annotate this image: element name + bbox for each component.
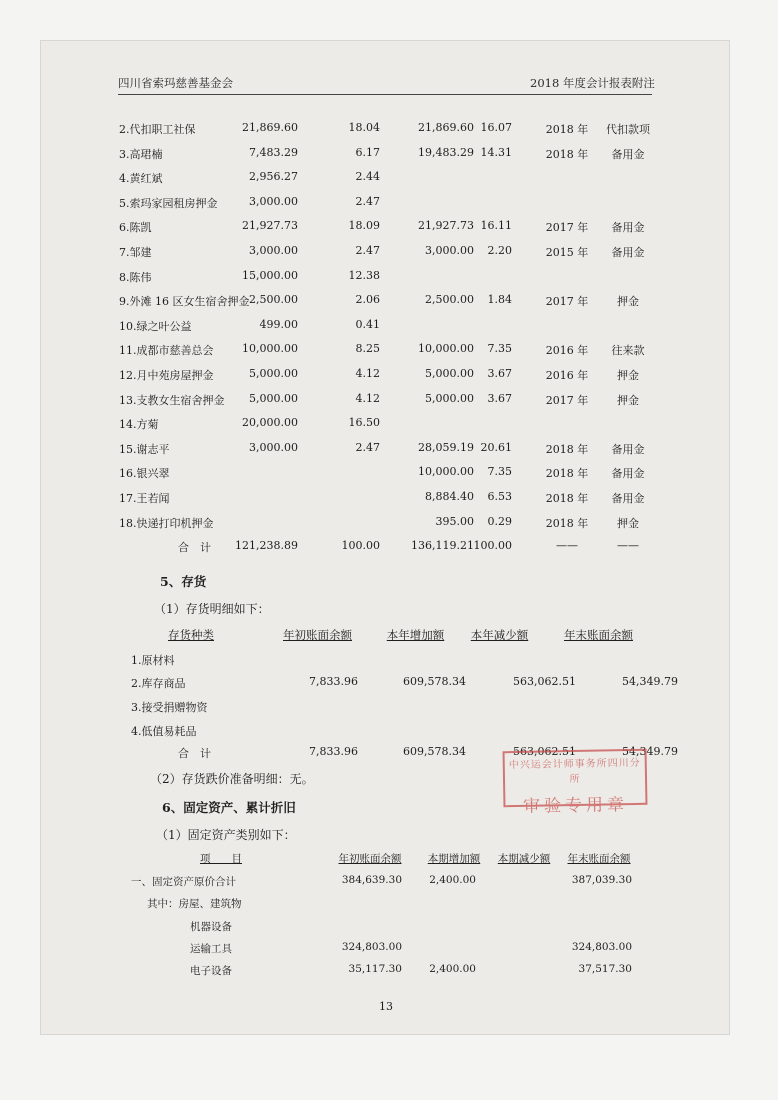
inventory-row-minus: 563,062.51	[513, 675, 576, 688]
receivable-begin-balance: 2,500.00	[249, 293, 298, 307]
receivable-end-percent: 20.61	[480, 440, 512, 454]
receivable-end-percent: 14.31	[480, 145, 512, 159]
fixed-asset-row-end: 324,803.00	[571, 941, 632, 953]
receivable-end-percent: 3.67	[487, 367, 512, 380]
receivable-year: 2016 年	[545, 369, 589, 382]
receivable-name: 11.成都市慈善总会	[119, 344, 214, 358]
receivable-year: 2018 年	[545, 516, 589, 530]
receivable-end-percent: 16.11	[480, 219, 512, 233]
receivable-name: 8.陈伟	[119, 270, 152, 284]
receivable-begin-percent: 2.47	[355, 194, 380, 208]
receivable-end-balance: 395.00	[435, 514, 474, 528]
receivable-end-percent: 7.35	[487, 465, 512, 479]
receivable-end-balance: 10,000.00	[418, 465, 474, 479]
receivable-end-balance: 8,884.40	[425, 490, 474, 503]
fixed-asset-row-begin: 35,117.30	[348, 963, 402, 975]
inventory-header-1: 年初账面余额	[283, 628, 352, 642]
receivable-begin-balance: 21,869.60	[242, 121, 298, 134]
receivable-year: 2018 年	[545, 442, 589, 456]
receivable-begin-percent: 12.38	[348, 268, 380, 282]
receivable-nature: 备用金	[611, 492, 645, 505]
fixed-asset-row-begin: 384,639.30	[341, 874, 402, 886]
receivable-nature: 往来款	[611, 344, 645, 358]
header-rule	[118, 94, 652, 95]
receivable-begin-balance: 21,927.73	[242, 219, 298, 233]
receivable-end-balance: 19,483.29	[418, 145, 474, 159]
receivable-end-percent: 3.67	[487, 391, 512, 405]
inventory-header-3: 本年减少额	[470, 628, 529, 642]
receivable-nature: 押金	[617, 516, 639, 530]
receivable-begin-percent: 4.12	[355, 391, 380, 405]
inventory-row-name: 1.原材料	[131, 654, 175, 667]
receivable-name: 4.黄红斌	[119, 172, 163, 186]
receivable-total-begin: 121,238.89	[235, 539, 298, 553]
fixed-asset-header-2: 本期增加额	[427, 853, 481, 865]
fixed-asset-row-add: 2,400.00	[429, 963, 476, 975]
receivable-year: 2018 年	[545, 123, 589, 136]
receivable-begin-percent: 4.12	[355, 367, 380, 380]
header-org-name: 四川省索玛慈善基金会	[118, 76, 233, 90]
receivable-nature: 押金	[617, 369, 639, 382]
fixed-asset-header-4: 年末账面余额	[567, 853, 631, 865]
receivable-begin-percent: 16.50	[348, 416, 380, 430]
fixed-asset-row-name: 电子设备	[190, 965, 232, 977]
receivable-nature: 押金	[617, 393, 639, 407]
receivable-begin-balance: 10,000.00	[242, 342, 298, 356]
receivable-begin-percent: 6.17	[355, 145, 380, 159]
receivable-year: 2017 年	[545, 393, 589, 407]
receivable-end-percent: 2.20	[487, 244, 512, 257]
receivable-begin-percent: 18.09	[348, 219, 380, 233]
receivable-name: 14.方菊	[119, 418, 159, 432]
receivable-nature: 备用金	[611, 246, 645, 259]
receivable-end-balance: 3,000.00	[425, 244, 474, 257]
receivable-end-balance: 21,869.60	[418, 121, 474, 134]
fixed-asset-row-begin: 324,803.00	[341, 941, 402, 953]
fixed-asset-row-name: 运输工具	[190, 943, 232, 955]
receivable-begin-balance: 5,000.00	[249, 367, 298, 380]
receivable-year: 2016 年	[545, 344, 589, 358]
receivable-total-end-percent: 100.00	[473, 539, 512, 553]
receivable-end-balance: 10,000.00	[418, 342, 474, 356]
receivable-year: 2015 年	[545, 246, 589, 259]
receivable-nature: 押金	[617, 295, 639, 309]
receivable-begin-balance: 15,000.00	[242, 268, 298, 282]
receivable-begin-balance: 499.00	[259, 317, 298, 331]
receivable-name: 18.快递打印机押金	[119, 516, 214, 530]
receivable-nature: 代扣款项	[606, 123, 650, 136]
receivable-end-percent: 1.84	[487, 293, 512, 307]
receivable-total-nature: ——	[617, 539, 639, 553]
inventory-row-name: 2.库存商品	[131, 677, 186, 690]
receivable-total-end: 136,119.21	[411, 539, 474, 553]
receivable-total-year: ——	[556, 539, 578, 553]
receivable-name: 5.索玛家园租房押金	[119, 196, 218, 210]
page-number: 13	[379, 1000, 393, 1013]
inventory-total-minus: 563,062.51	[513, 745, 576, 758]
fixed-assets-subtitle: （1）固定资产类别如下：	[156, 828, 296, 842]
receivable-name: 10.绿之叶公益	[119, 319, 192, 333]
header-report-title: 2018 年度会计报表附注	[530, 76, 655, 90]
audit-stamp-org: 中兴运会计师事务所四川分所	[508, 757, 641, 786]
receivable-total-label: 合 计	[178, 541, 211, 555]
receivable-name: 15.谢志平	[119, 442, 170, 456]
receivable-begin-balance: 3,000.00	[249, 194, 298, 208]
receivable-nature: 备用金	[611, 147, 645, 161]
receivable-begin-balance: 3,000.00	[249, 244, 298, 257]
receivable-end-balance: 2,500.00	[425, 293, 474, 307]
audit-stamp	[503, 749, 648, 817]
fixed-asset-header-3: 本期减少额	[497, 853, 551, 865]
inventory-header-0: 存货种类	[168, 628, 214, 642]
fixed-asset-row-end: 387,039.30	[571, 874, 632, 886]
inventory-subtitle: （1）存货明细如下：	[154, 602, 270, 616]
receivable-end-percent: 7.35	[487, 342, 512, 356]
fixed-asset-header-1: 年初账面余额	[338, 853, 402, 865]
inventory-row-name: 4.低值易耗品	[131, 725, 197, 738]
receivable-end-balance: 5,000.00	[425, 367, 474, 380]
receivable-begin-balance: 3,000.00	[249, 440, 298, 454]
receivable-begin-balance: 7,483.29	[249, 145, 298, 159]
inventory-row-add: 609,578.34	[403, 675, 466, 688]
fixed-asset-row-end: 37,517.30	[578, 963, 632, 975]
receivable-begin-balance: 5,000.00	[249, 391, 298, 405]
receivable-nature: 备用金	[611, 442, 645, 456]
receivable-name: 13.支教女生宿舍押金	[119, 393, 225, 407]
inventory-header-4: 年末账面余额	[564, 628, 633, 642]
fixed-asset-row-add: 2,400.00	[429, 874, 476, 886]
receivable-end-balance: 21,927.73	[418, 219, 474, 233]
receivable-year: 2018 年	[545, 147, 589, 161]
receivable-end-percent: 6.53	[487, 490, 512, 503]
fixed-asset-row-name: 其中：房屋、建筑物	[147, 898, 242, 910]
receivable-year: 2018 年	[545, 492, 589, 505]
receivable-begin-percent: 8.25	[355, 342, 380, 356]
receivable-begin-balance: 2,956.27	[249, 170, 298, 184]
receivable-name: 2.代扣职工社保	[119, 123, 196, 136]
inventory-row-begin: 7,833.96	[309, 675, 358, 688]
receivable-total-begin-percent: 100.00	[341, 539, 380, 553]
receivable-name: 16.银兴翠	[119, 467, 170, 481]
receivable-name: 17.王若闻	[119, 492, 170, 505]
receivable-name: 6.陈凯	[119, 221, 152, 235]
inventory-header-2: 本年增加额	[386, 628, 445, 642]
receivable-begin-percent: 18.04	[348, 121, 380, 134]
fixed-asset-row-name: 一、固定资产原价合计	[131, 876, 236, 888]
receivable-begin-percent: 2.44	[355, 170, 380, 184]
receivable-year: 2017 年	[545, 295, 589, 309]
receivable-nature: 备用金	[611, 467, 645, 481]
receivable-nature: 备用金	[611, 221, 645, 235]
receivable-begin-percent: 2.47	[355, 244, 380, 257]
inventory-section-title: 5、存货	[160, 574, 207, 589]
audit-stamp-text: 审验专用章	[522, 795, 629, 817]
receivable-begin-balance: 20,000.00	[242, 416, 298, 430]
receivable-begin-percent: 0.41	[355, 317, 380, 331]
receivable-year: 2018 年	[545, 467, 589, 481]
receivable-name: 9.外滩 16 区女生宿舍押金	[119, 295, 250, 309]
receivable-begin-percent: 2.06	[355, 293, 380, 307]
inventory-total-add: 609,578.34	[403, 745, 466, 758]
receivable-name: 3.高珺楠	[119, 147, 163, 161]
fixed-assets-section-title: 6、固定资产、累计折旧	[162, 800, 296, 815]
inventory-row-name: 3.接受捐赠物资	[131, 701, 208, 714]
receivable-name: 7.邹建	[119, 246, 152, 259]
fixed-asset-row-name: 机器设备	[190, 921, 232, 933]
receivable-year: 2017 年	[545, 221, 589, 235]
receivable-begin-percent: 2.47	[355, 440, 380, 454]
inventory-impairment-note: （2）存货跌价准备明细：无。	[150, 772, 314, 786]
receivable-end-percent: 0.29	[487, 514, 512, 528]
receivable-name: 12.月中苑房屋押金	[119, 369, 214, 382]
inventory-total-label: 合 计	[178, 747, 211, 760]
inventory-row-end: 54,349.79	[622, 675, 678, 688]
inventory-total-end: 54,349.79	[622, 745, 678, 758]
inventory-total-begin: 7,833.96	[309, 745, 358, 758]
receivable-end-balance: 5,000.00	[425, 391, 474, 405]
receivable-end-balance: 28,059.19	[418, 440, 474, 454]
fixed-asset-header-0: 项 目	[200, 853, 242, 865]
receivable-end-percent: 16.07	[480, 121, 512, 134]
